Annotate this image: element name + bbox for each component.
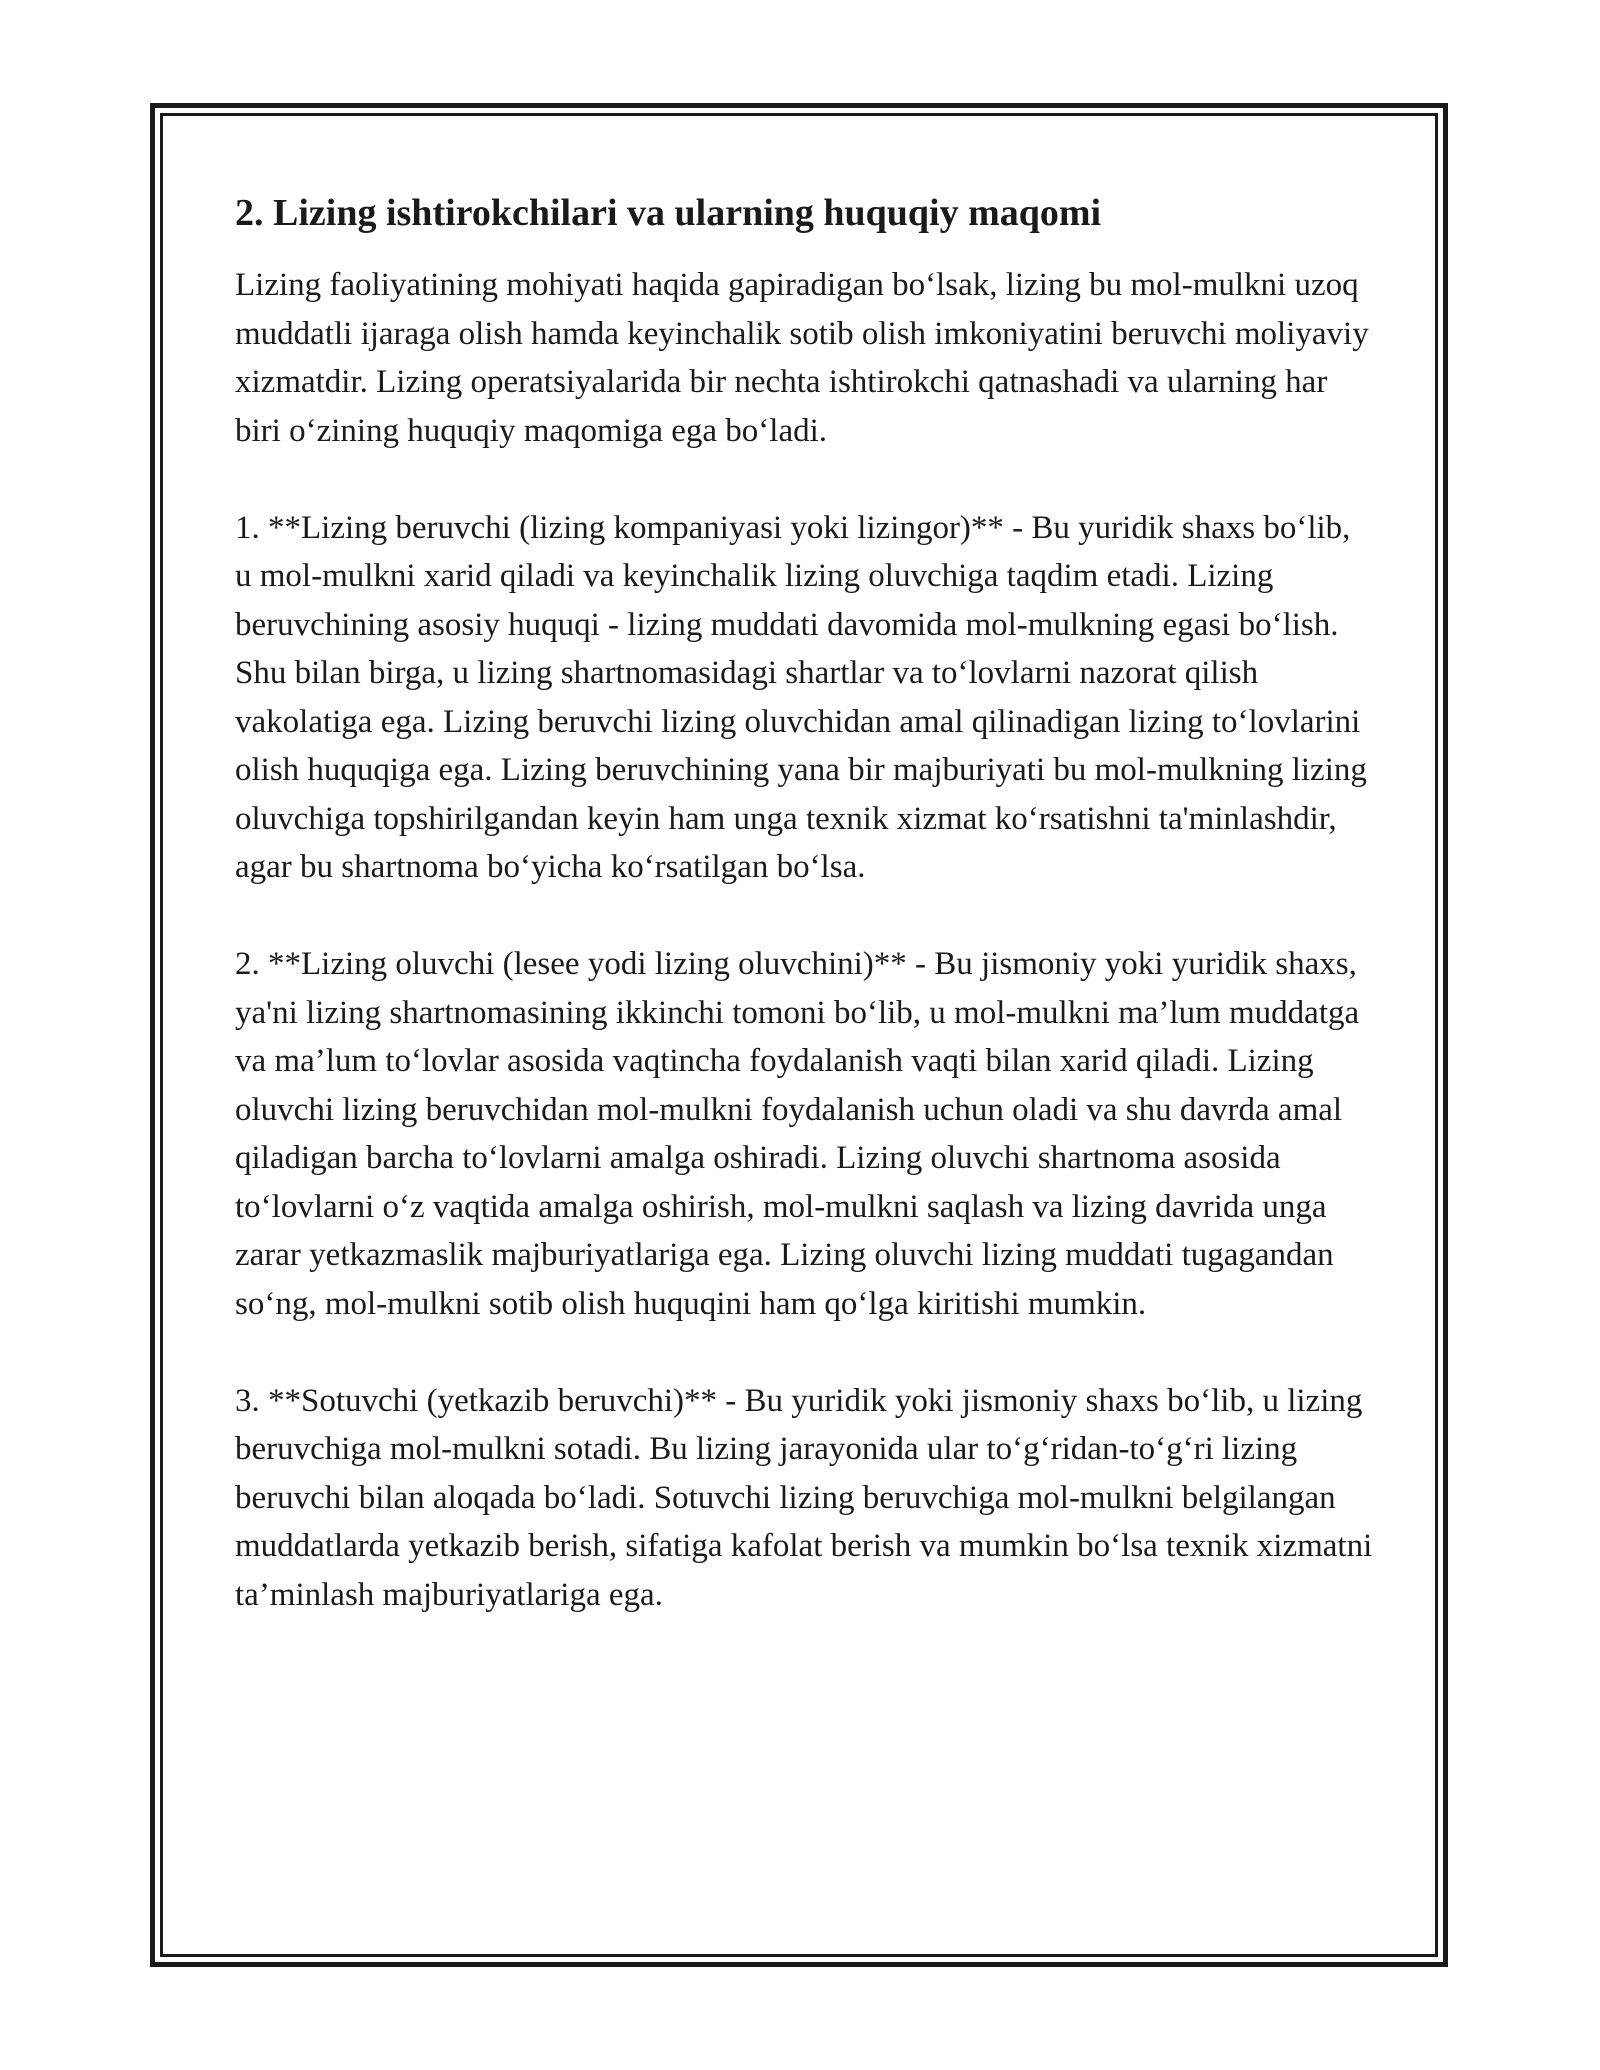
paragraph-lessor: 1. **Lizing beruvchi (lizing kompaniyasi yoki lizingor)** - Bu yuridik shaxs bo‘lib, u mol-mulkni xarid qiladi va keyinchalik lizing oluvchiga taqdim etadi. Lizing beruvchining asosiy huquqi - lizing muddati davomida mol-mulkning egasi bo‘lish. Shu bilan birga, u lizing shartnomasidagi shartlar va to‘lovlarni nazorat qilish vakolatiga ega. Lizing beruvchi lizing oluvchidan amal qilinadigan lizing to‘lovlarini olish huquqiga ega. Lizing beruvchining yana bir majburiyati bu mol-mulkning lizing oluvchiga topshirilgandan keyin ham unga texnik xizmat ko‘rsatishni ta'minlashdir, agar bu shartnoma bo‘yicha ko‘rsatilgan bo‘lsa. xyxy=(235,509,1367,885)
section-heading: 2. Lizing ishtirokchilari va ularning huquqiy maqomi xyxy=(235,192,1102,234)
paragraph-intro: Lizing faoliyatining mohiyati haqida gapiradigan bo‘lsak, lizing bu mol-mulkni uzoq muddatli ijaraga olish hamda keyinchalik sotib olish imkoniyatini beruvchi moliyaviy xizmatdir. Lizing operatsiyalarida bir nechta ishtirokchi qatnashadi va ularning har biri o‘zining huquqiy maqomiga ega bo‘ladi. xyxy=(235,267,1369,449)
paragraph-lessee: 2. **Lizing oluvchi (lesee yodi lizing oluvchini)** - Bu jismoniy yoki yuridik shaxs, ya'ni lizing shartnomasining ikkinchi tomoni bo‘lib, u mol-mulkni ma’lum muddatga va ma’lum to‘lovlar asosida vaqtincha foydalanish vaqti bilan xarid qiladi. Lizing oluvchi lizing beruvchidan mol-mulkni foydalanish uchun oladi va shu davrda amal qiladigan barcha to‘lovlarni amalga oshiradi. Lizing oluvchi shartnoma asosida to‘lovlarni o‘z vaqtida amalga oshirish, mol-mulkni saqlash va lizing davrida unga zarar yetkazmaslik majburiyatlariga ega. Lizing oluvchi lizing muddati tugagandan so‘ng, mol-mulkni sotib olish huquqini ham qo‘lga kiritishi mumkin. xyxy=(235,946,1360,1322)
paragraph-seller: 3. **Sotuvchi (yetkazib beruvchi)** - Bu yuridik yoki jismoniy shaxs bo‘lib, u lizing beruvchiga mol-mulkni sotadi. Bu lizing jarayonida ular to‘g‘ridan-to‘g‘ri lizing beruvchi bilan aloqada bo‘ladi. Sotuvchi lizing beruvchiga mol-mulkni belgilangan muddatlarda yetkazib berish, sifatiga kafolat berish va mumkin bo‘lsa texnik xizmatni ta’minlash majburiyatlariga ega. xyxy=(235,1382,1373,1613)
document-body xyxy=(235,185,1375,1619)
